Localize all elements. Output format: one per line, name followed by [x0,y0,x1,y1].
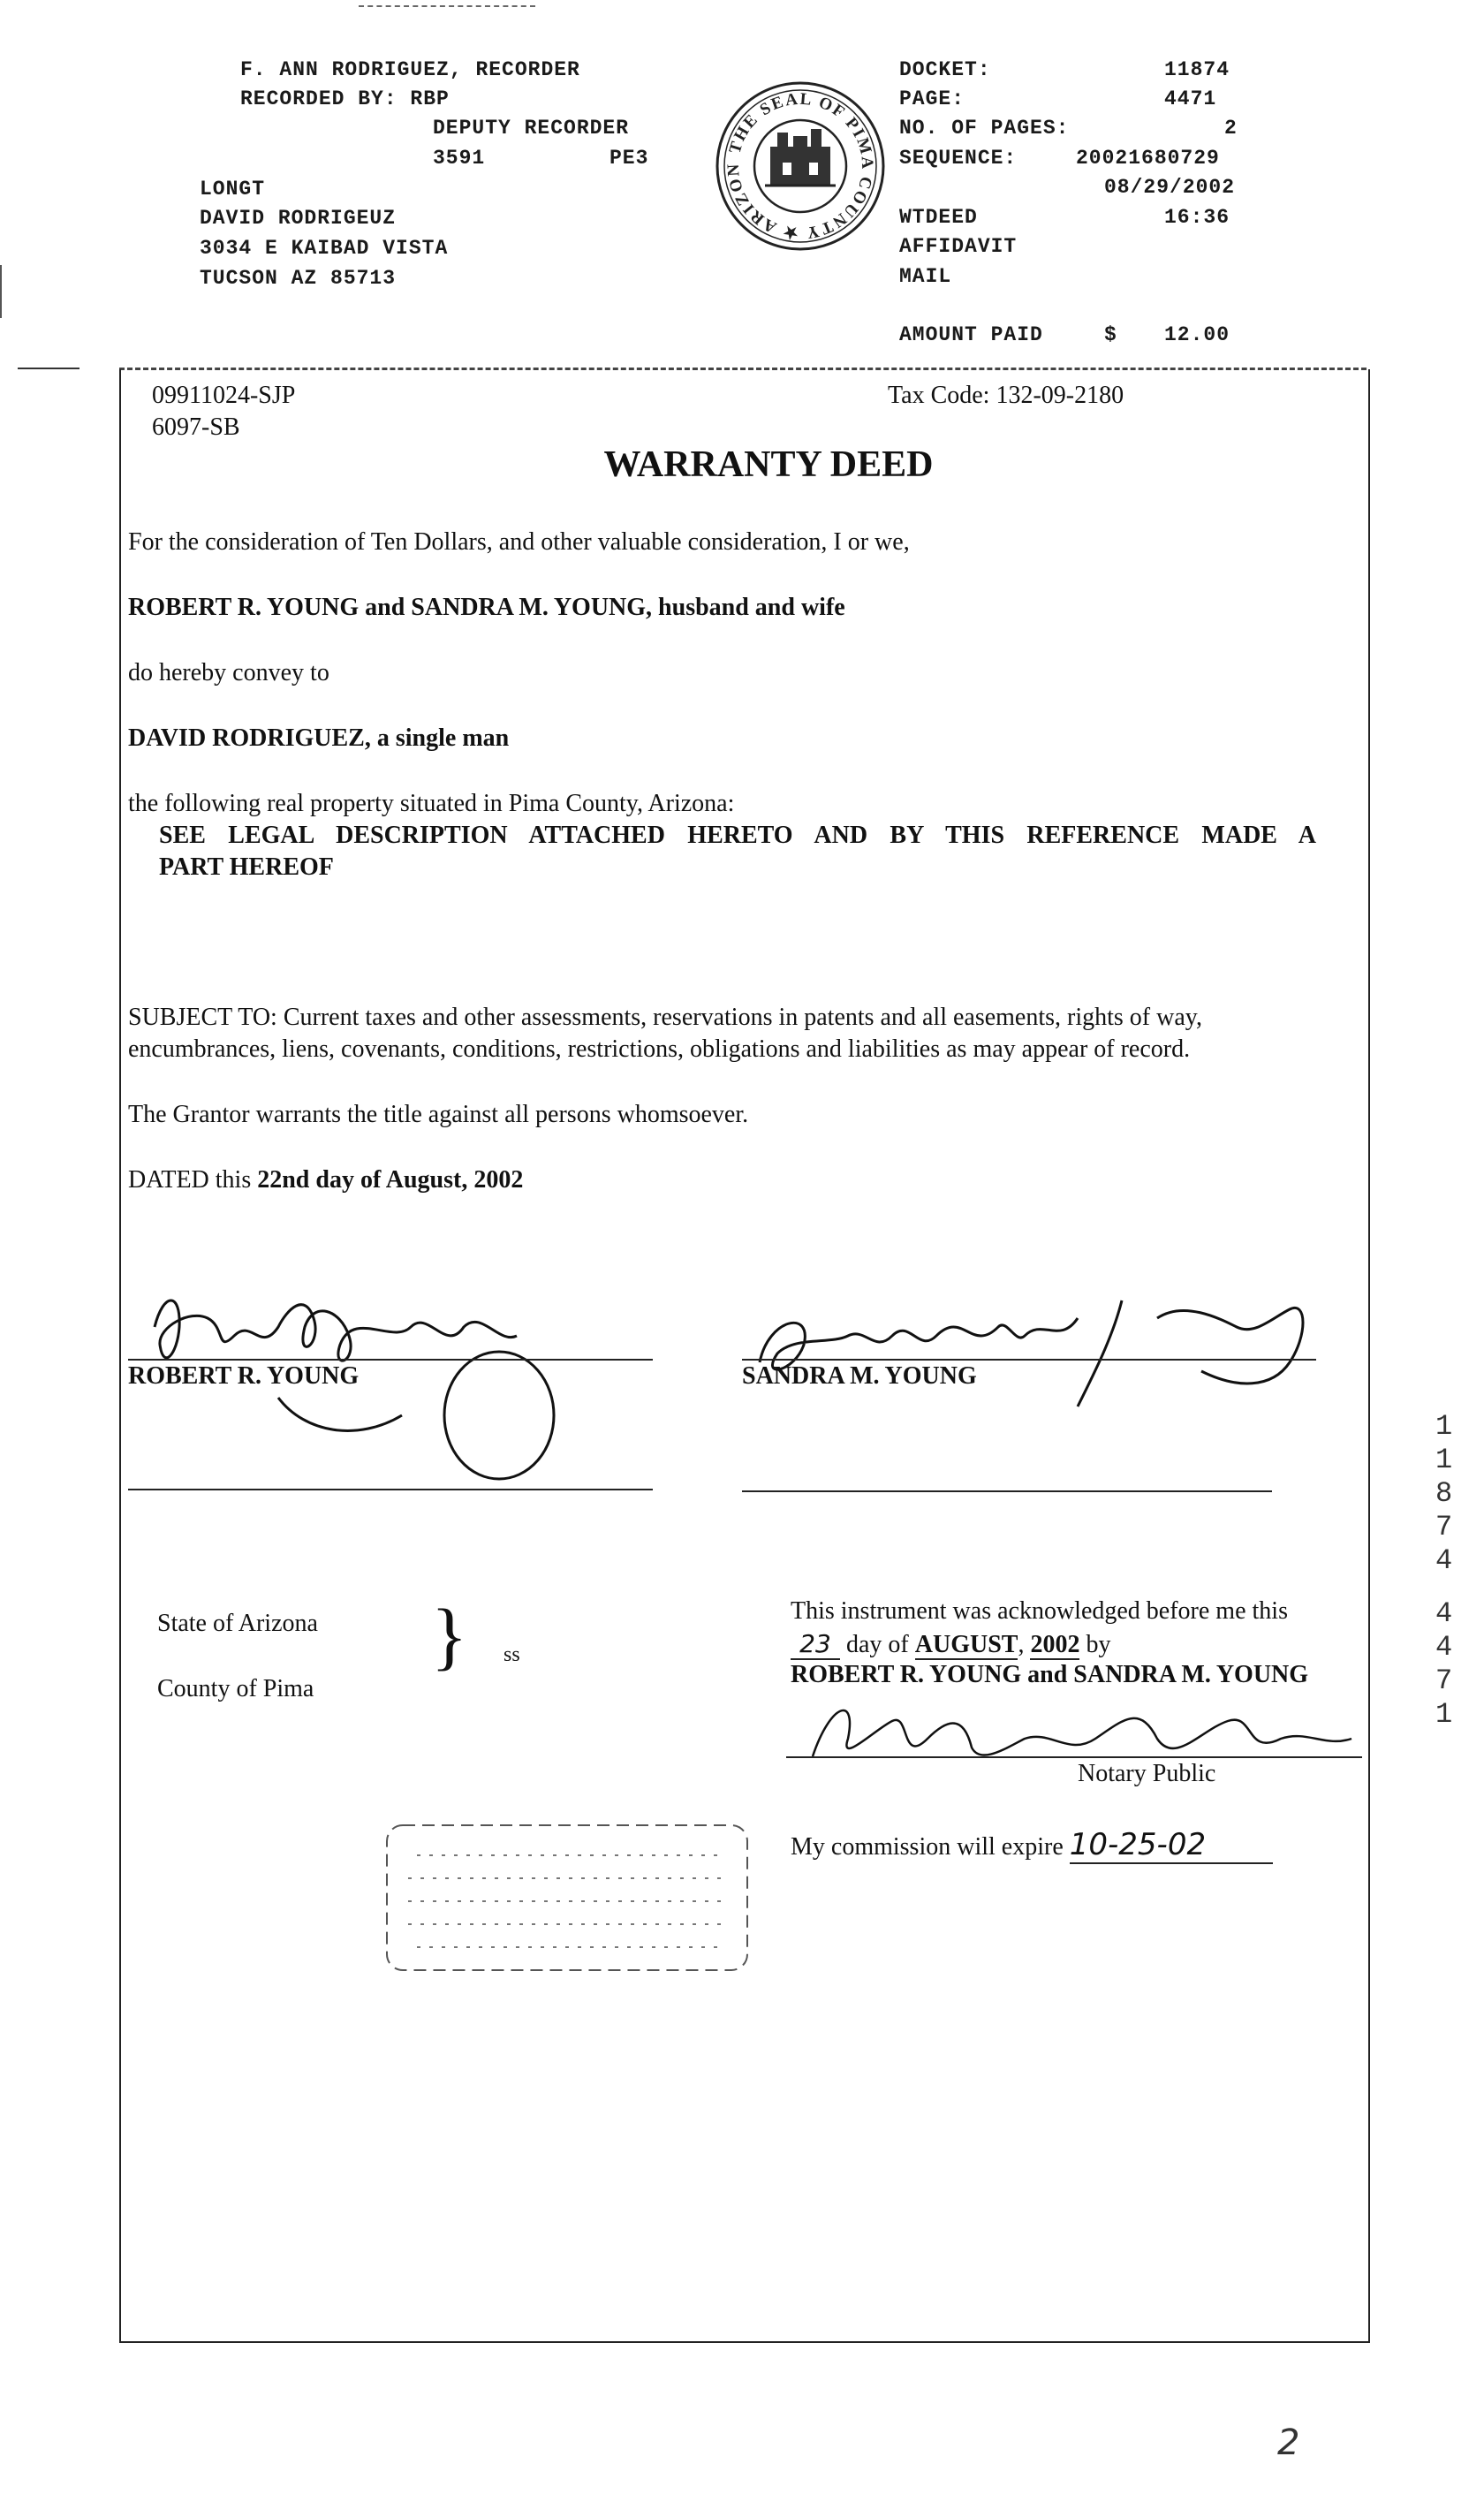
ack-line-1: This instrument was acknowledged before me this [791,1597,1288,1625]
notary-stamp [382,1820,753,1975]
margin-digit-2: 1 [1435,1444,1453,1476]
commission-line [791,1827,1273,1864]
ack-comma: , [1018,1631,1025,1658]
margin-digit-6: 4 [1435,1597,1453,1630]
convey-clause: do hereby convey to [128,659,329,686]
dated-line [128,1166,523,1194]
ack-by: by [1086,1631,1111,1658]
recorder-name: F. ANN RODRIGUEZ, RECORDER [240,58,580,81]
notary-ss: ss [504,1643,520,1666]
return-to-line-2: DAVID RODRIGEUZ [200,207,397,230]
tax-code: Tax Code: 132-09-2180 [888,382,1124,409]
signer-sandra-young: SANDRA M. YOUNG [742,1362,977,1390]
page-value: 4471 [1164,87,1217,110]
blank-line-2 [742,1490,1272,1492]
pima-county-seal [712,78,889,254]
blank-line-1 [128,1489,653,1490]
commission-expire-date: 10-25-02 [1070,1827,1273,1864]
margin-digit-8: 7 [1435,1664,1453,1697]
margin-digit-5: 4 [1435,1544,1453,1577]
ack-names: ROBERT R. YOUNG and SANDRA M. YOUNG [791,1661,1309,1688]
recorded-by: RECORDED BY: RBP [240,87,450,110]
docket-value: 11874 [1164,58,1230,81]
grantee: DAVID RODRIGUEZ, a single man [128,724,510,752]
legal-description-line-1: SEE LEGAL DESCRIPTION ATTACHED HERETO AND BY THIS REFERENCE MADE A [159,822,1316,849]
ack-line-2 [791,1629,1110,1660]
amount-value: 12.00 [1164,323,1230,346]
return-to-line-3: 3034 E KAIBAD VISTA [200,237,449,260]
notary-county: County of Pima [157,1675,314,1702]
deputy-recorder: DEPUTY RECORDER [433,117,630,140]
docket-label: DOCKET: [899,58,991,81]
subject-to-line-1: SUBJECT TO: Current taxes and other assessments, reservations in patents and all easements, rights of way, [128,1004,1202,1031]
margin-digit-9: 1 [1435,1698,1453,1731]
sequence-label: SEQUENCE: [899,147,1018,170]
subject-to-line-2: encumbrances, liens, covenants, conditions, restrictions, obligations and liabilities as may appear of record. [128,1035,1191,1063]
consideration-clause: For the consideration of Ten Dollars, and other valuable consideration, I or we, [128,528,910,556]
property-intro: the following real property situated in Pima County, Arizona: [128,790,735,817]
file-number: 09911024-SJP [152,382,296,409]
dated-prefix: DATED this [128,1166,252,1194]
return-to-line-4: TUCSON AZ 85713 [200,267,397,290]
deputy-code-b: PE3 [610,147,649,170]
signature-line-1 [128,1359,653,1361]
dated-value: 22nd day of August, 2002 [257,1166,524,1194]
page-label: PAGE: [899,87,965,110]
return-to-line-1: LONGT [200,178,266,201]
signature-sandra-young [742,1283,1325,1433]
pages-label: NO. OF PAGES: [899,117,1070,140]
notary-state: State of Arizona [157,1610,318,1637]
scan-mark-edge [0,265,2,318]
file-number-2: 6097-SB [152,413,240,441]
margin-digit-4: 7 [1435,1511,1453,1543]
notary-public-label: Notary Public [1078,1760,1216,1787]
record-time: 16:36 [1164,206,1230,229]
scan-mark-top [359,5,535,7]
grantors: ROBERT R. YOUNG and SANDRA M. YOUNG, husband and wife [128,594,845,621]
svg-text:THE SEAL OF PIMA COUNTY ★ ARIZ: THE SEAL OF PIMA COUNTY ★ ARIZON [723,89,877,243]
margin-digit-7: 4 [1435,1631,1453,1664]
legal-description-line-2: PART HEREOF [159,853,334,881]
scan-mark-left [18,368,80,369]
amount-currency: $ [1104,323,1117,346]
notary-brace: } [431,1593,468,1678]
deputy-code-a: 3591 [433,147,486,170]
amount-label: AMOUNT PAID [899,323,1043,346]
signature-line-2 [742,1359,1316,1361]
doc-type: WTDEED [899,206,978,229]
pages-value: 2 [1224,117,1238,140]
ack-month: AUGUST [914,1631,1018,1658]
commission-label: My commission will expire [791,1833,1064,1861]
mail-flag: MAIL [899,265,952,288]
ack-day: 23 [791,1629,840,1660]
page-marker: 2 [1277,2422,1300,2463]
ack-year: 2002 [1030,1631,1080,1658]
record-date: 08/29/2002 [1104,176,1236,199]
margin-digit-3: 8 [1435,1477,1453,1510]
notary-signature-line [786,1756,1362,1758]
warranty-clause: The Grantor warrants the title against all persons whomsoever. [128,1101,749,1128]
affidavit-flag: AFFIDAVIT [899,235,1018,258]
margin-digit-1: 1 [1435,1410,1453,1443]
sequence-value: 20021680729 [1076,147,1220,170]
signer-robert-young: ROBERT R. YOUNG [128,1362,360,1390]
ack-day-of: day of [846,1631,909,1658]
document-title: WARRANTY DEED [603,444,934,485]
